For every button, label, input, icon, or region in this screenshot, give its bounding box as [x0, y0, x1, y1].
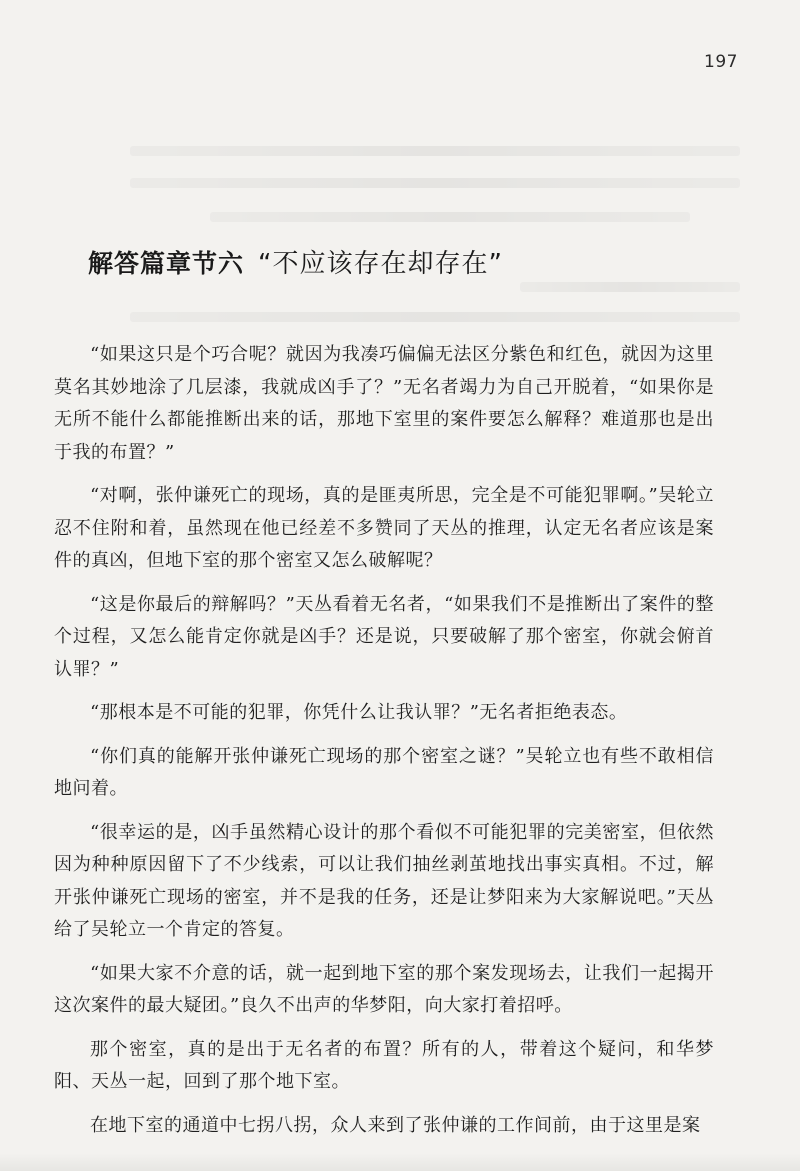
chapter-title: “不应该存在却存在” [258, 249, 503, 279]
paragraph: “如果这只是个巧合呢？就因为我凑巧偏偏无法区分紫色和红色，就因为这里莫名其妙地涂了几层漆，我就成凶手了？”无名者竭力为自己开脱着，“如果你是无所不能什么都能推断出来的话，那地下室里的案件要怎么解释？难道那也是出于我的布置？” [54, 344, 714, 463]
bleed-through-line [210, 212, 690, 222]
bleed-through-line [130, 146, 740, 156]
bleed-through-line [130, 178, 740, 188]
paragraph: 在地下室的通道中七拐八拐，众人来到了张仲谦的工作间前，由于这里是案 [90, 1114, 701, 1136]
page-number: 197 [704, 52, 738, 72]
bleed-through-line [520, 282, 740, 292]
page-edge-shadow [0, 1153, 800, 1171]
paragraph: “你们真的能解开张仲谦死亡现场的那个密室之谜？”吴轮立也有些不敢相信地问着。 [54, 745, 714, 799]
paragraph: “如果大家不介意的话，就一起到地下室的那个案发现场去，让我们一起揭开这次案件的最大疑团。”良久不出声的华梦阳，向大家打着招呼。 [54, 962, 714, 1016]
body-text [54, 339, 714, 1153]
paragraph: “很幸运的是，凶手虽然精心设计的那个看似不可能犯罪的完美密室，但依然因为种种原因留下了不少线索，可以让我们抽丝剥茧地找出事实真相。不过，解开张仲谦死亡现场的密室，并不是我的任务，还是让梦阳来为大家解说吧。”天丛给了吴轮立一个肯定的答复。 [54, 821, 714, 940]
bleed-through-line [130, 312, 740, 322]
paragraph: 那个密室，真的是出于无名者的布置？所有的人，带着这个疑问，和华梦阳、天丛一起，回到了那个地下室。 [54, 1038, 714, 1092]
chapter-heading [88, 243, 503, 280]
paragraph: “这是你最后的辩解吗？”天丛看着无名者，“如果我们不是推断出了案件的整个过程，又怎么能肯定你就是凶手？还是说，只要破解了那个密室，你就会俯首认罪？” [54, 593, 714, 680]
paragraph: “对啊，张仲谦死亡的现场，真的是匪夷所思，完全是不可能犯罪啊。”吴轮立忍不住附和着，虽然现在他已经差不多赞同了天丛的推理，认定无名者应该是案件的真凶，但地下室的那个密室又怎么破解呢？ [54, 485, 714, 571]
chapter-label: 解答篇章节六 [88, 249, 245, 278]
paragraph: “那根本是不可能的犯罪，你凭什么让我认罪？”无名者拒绝表态。 [90, 702, 628, 723]
